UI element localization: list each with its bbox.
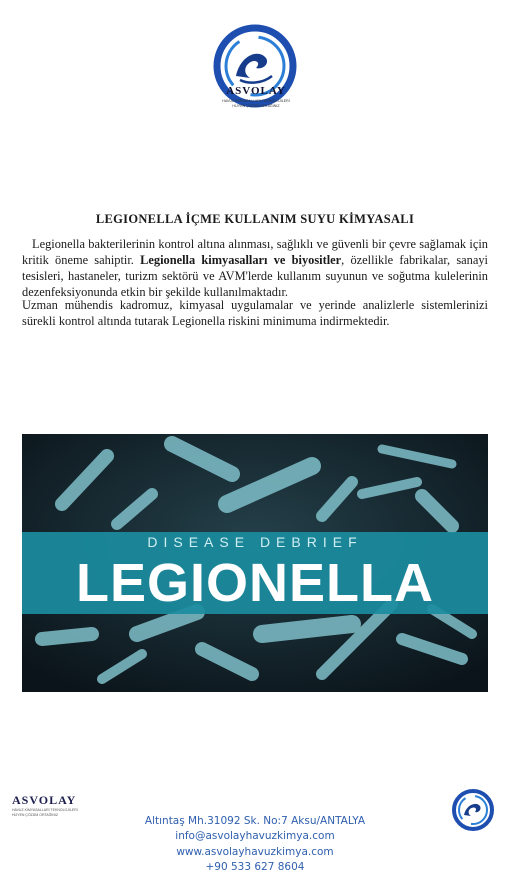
- brand-subtitle: [194, 99, 318, 109]
- footer-phone[interactable]: +90 533 627 8604: [205, 861, 305, 873]
- document-title: LEGIONELLA İÇME KULLANIM SUYU KİMYASALI: [95, 212, 415, 226]
- footer-website-link[interactable]: www.asvolayhavuzkimya.com: [176, 846, 334, 858]
- brand-name: ASVOLAY: [226, 85, 286, 97]
- p1-text-b: , özellikle fabrikalar, sanayi tesisleri, hastaneler, turizm sektörü ve AVM'lerde kullanım suyunun ve soğutma kulelerinin dezenfeksiyonunda etkin bir şekilde kullanılmaktadır.: [22, 253, 488, 299]
- banner-title: LEGIONELLA: [76, 553, 434, 613]
- brand-subtitle-line2: HİJYEN ÇÖZÜM ORTAĞINIZ: [232, 104, 280, 108]
- footer-subtitle-line1: HAVUZ KİMYASALLARI TEKNOLOJİLERİ: [12, 808, 78, 812]
- expertise-paragraph: Uzman mühendis kadromuz, kimyasal uygulamalar ve yerinde analizlerle sistemlerinizi sürekli kontrol altında tutarak Legionella riskini minimuma indirmektedir.: [22, 298, 488, 328]
- intro-paragraph: [22, 236, 488, 300]
- footer-email-link[interactable]: info@asvolayhavuzkimya.com: [175, 830, 335, 842]
- footer-address: Altıntaş Mh.31092 Sk. No:7 Aksu/ANTALYA: [144, 815, 366, 827]
- footer-brand-name: ASVOLAY: [12, 793, 77, 807]
- footer-wave-logo-icon: [448, 785, 498, 835]
- p1-bold-text: Legionella kimyasalları ve biyositler: [140, 253, 342, 267]
- footer-subtitle-line2: HİJYEN ÇÖZÜM ORTAĞINIZ: [12, 813, 58, 817]
- wave-circle-logo-icon: [200, 18, 310, 128]
- p1-text-a: Legionella bakterilerinin kontrol altına alınması, sağlıklı ve güvenli bir çevre sağlamak için kritik öneme sahiptir.: [22, 237, 488, 267]
- brand-subtitle-line1: HAVUZ KİMYASALLARI TEKNOLOJİLERİ: [222, 99, 290, 103]
- banner-kicker: DISEASE DEBRIEF: [147, 534, 363, 550]
- legionella-banner-image: [22, 434, 488, 692]
